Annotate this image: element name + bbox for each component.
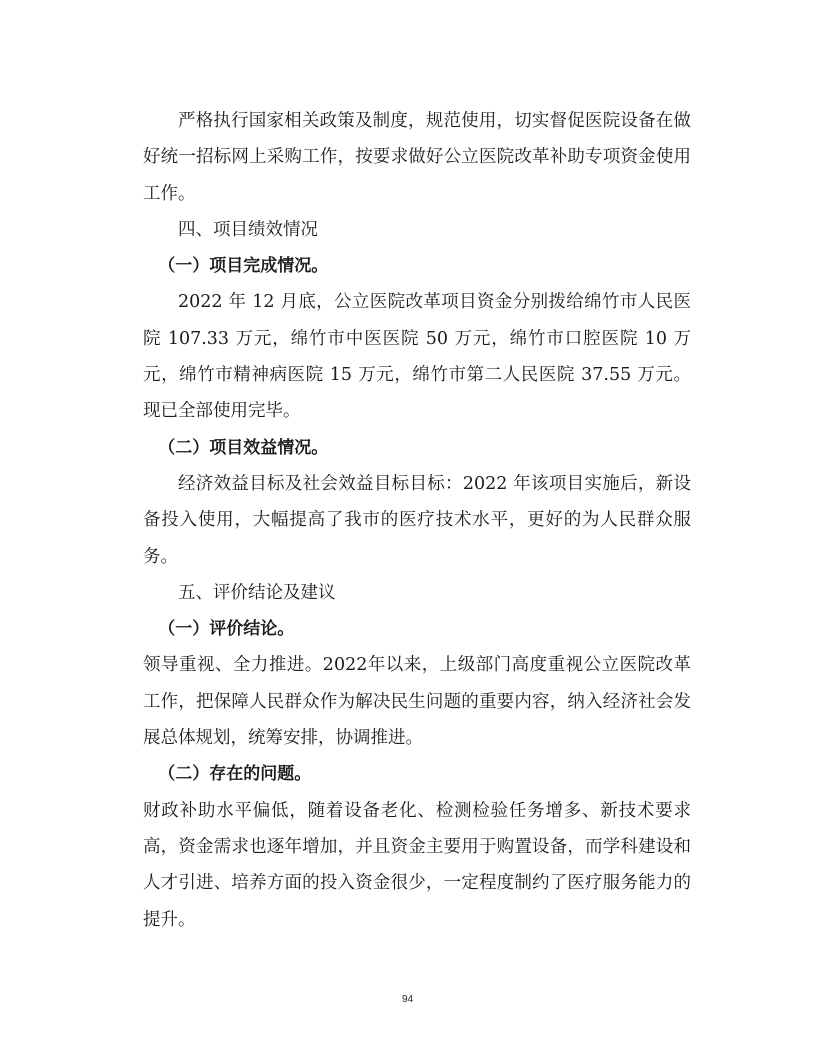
paragraph-fund-allocation: 2022 年 12 月底，公立医院改革项目资金分别拨给绵竹市人民医院 107.33 万元，绵竹市中医医院 50 万元，绵竹市口腔医院 10 万元，绵竹市精神病医院 15 万元，绵竹市第二人民医院 37.55 万元。现已全部使用完毕。 bbox=[143, 292, 691, 422]
paragraph-benefits: 经济效益目标及社会效益目标目标：2022 年该项目实施后，新设备投入使用，大幅提高了我市的医疗技术水平，更好的为人民群众服务。 bbox=[143, 473, 691, 567]
subheading-evaluation: （一）评价结论。 bbox=[158, 619, 295, 640]
section-heading-conclusion: 五、评价结论及建议 bbox=[178, 582, 336, 603]
page-number: 94 bbox=[401, 994, 414, 1005]
subheading-completion: （一）项目完成情况。 bbox=[158, 256, 329, 277]
paragraph-evaluation: 领导重视、全力推进。2022年以来，上级部门高度重视公立医院改革工作，把保障人民群众作为解决民生问题的重要内容，纳入经济社会发展总体规划，统筹安排，协调推进。 bbox=[143, 655, 691, 749]
paragraph-problems: 财政补助水平偏低，随着设备老化、检测检验任务增多、新技术要求高，资金需求也逐年增加，并且资金主要用于购置设备，而学科建设和人才引进、培养方面的投入资金很少，一定程度制约了医疗服务能力的提升。 bbox=[143, 800, 691, 930]
section-heading-performance: 四、项目绩效情况 bbox=[178, 219, 318, 240]
document-body bbox=[143, 103, 691, 938]
subheading-problems: （二）存在的问题。 bbox=[158, 764, 312, 785]
paragraph-procurement: 严格执行国家相关政策及制度，规范使用，切实督促医院设备在做好统一招标网上采购工作，按要求做好公立医院改革补助专项资金使用工作。 bbox=[143, 111, 691, 204]
subheading-benefits: （二）项目效益情况。 bbox=[158, 437, 329, 458]
